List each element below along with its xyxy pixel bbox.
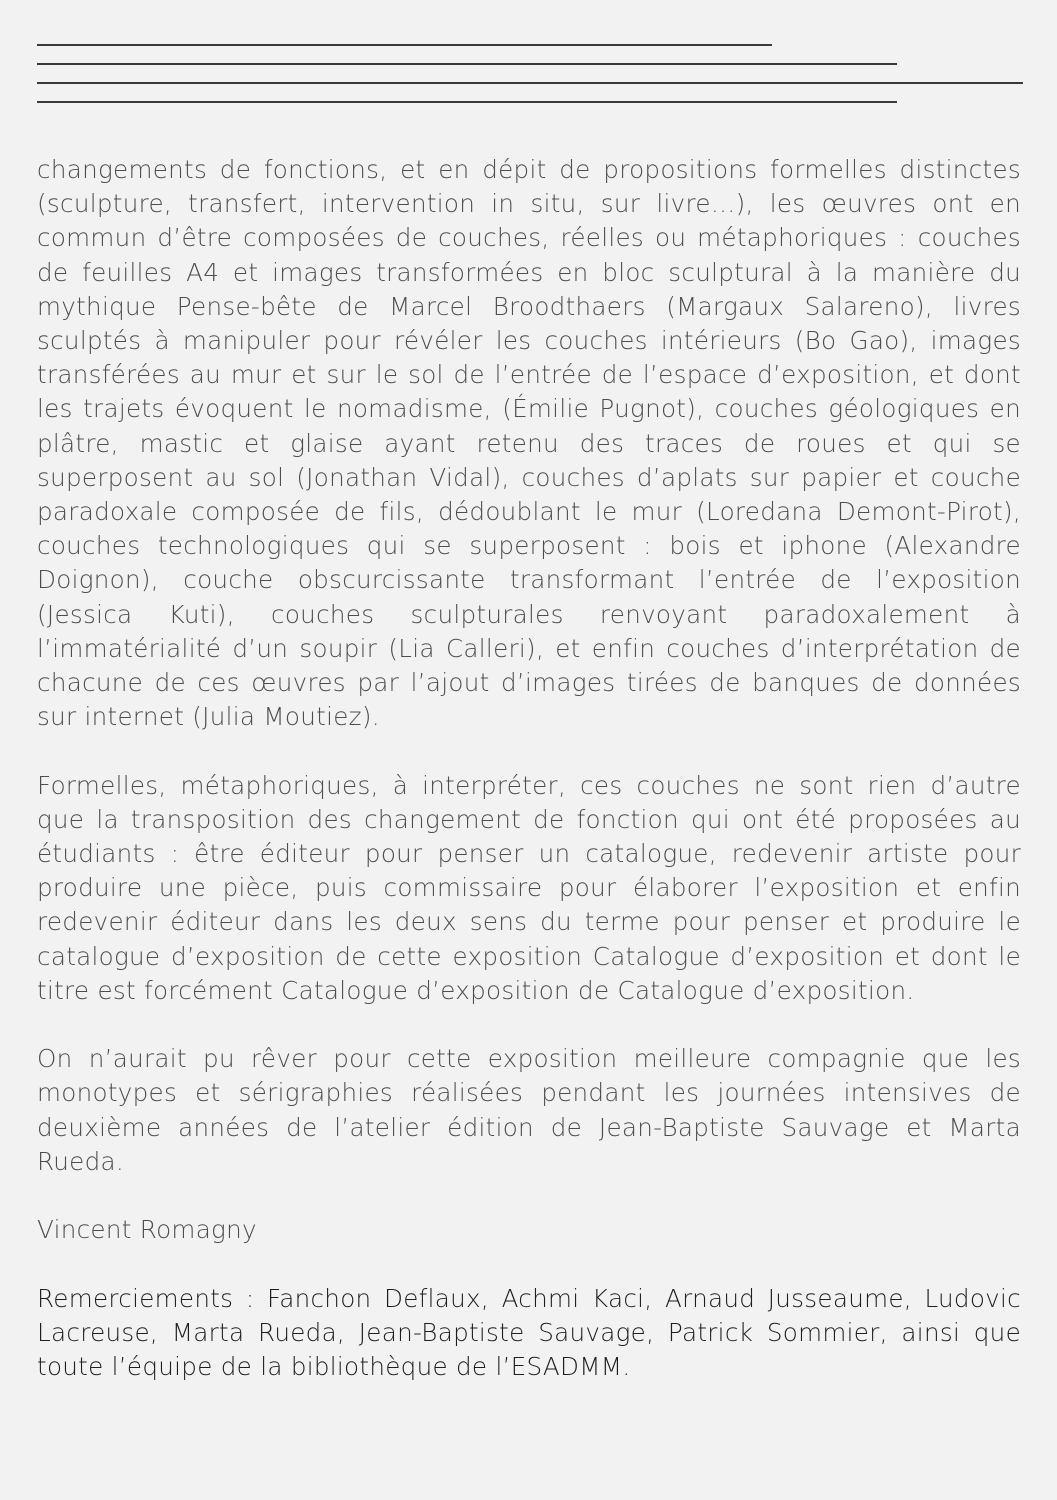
paragraph-works: changements de fonctions, et en dépit de propositions formelles distinctes (sculpture, transfert, intervention in situ, sur livre…), les œuvres ont en commun d’être composées de couches, réelles ou métaphoriques : couches de feuilles A4 et images transformées en bloc sculptural à la manière du mythique Pense-bête de Marcel Broodthaers (Margaux Salareno), livres sculptés à manipuler pour révéler les couches intérieurs (Bo Gao), images transférées au mur et sur le sol de l’entrée de l’espace d’exposition, et dont les trajets évoquent le nomadisme, (Émilie Pugnot), couches géologiques en plâtre, mastic et glaise ayant retenu des traces de roues et qui se superposent au sol (Jonathan Vidal), couches d’aplats sur papier et couche paradoxale composée de fils, dédoublant le mur (Loredana Demont-Pirot), couches technologiques qui se superposent : bois et iphone (Alexandre Doignon), couche obscurcissante transformant l’entrée de l’exposition (Jessica Kuti), couches sculpturales renvoyant paradoxalement à l’immatérialité d’un soupir (Lia Calleri), et enfin couches d’interprétation de chacune de ces œuvres par l’ajout d’images tirées de banques de données sur internet (Julia Moutiez). (37, 155, 1021, 732)
header-rule (37, 44, 772, 46)
paragraph-prints: On n’aurait pu rêver pour cette exposition meilleure compagnie que les monotypes et sérigraphies réalisées pendant les journées intensives de deuxième années de l’atelier édition de Jean-Baptiste Sauvage et Marta Rueda. (37, 1044, 1021, 1176)
header-rule (37, 101, 897, 103)
body-text (37, 153, 1021, 1384)
paragraph-layers: Formelles, métaphoriques, à interpréter, ces couches ne sont rien d’autre que la transposition des changement de fonction qui ont été proposées au étudiants : être éditeur pour penser un catalogue, redevenir artiste pour produire une pièce, puis commissaire pour élaborer l’exposition et enfin redevenir éditeur dans les deux sens du terme pour penser et produire le catalogue d’exposition de cette exposition Catalogue d’exposition et dont le titre est forcément Catalogue d’exposition de Catalogue d’exposition. (37, 770, 1021, 1005)
acknowledgements: Remerciements : Fanchon Deflaux, Achmi Kaci, Arnaud Jusseaume, Ludovic Lacreuse, Marta Rueda, Jean-Baptiste Sauvage, Patrick Sommier, ainsi que toute l’équipe de la bibliothèque de l’ESADMM. (37, 1283, 1021, 1382)
header-rule (37, 63, 897, 65)
author-signature: Vincent Romagny (37, 1215, 257, 1245)
header-rule (37, 82, 1023, 84)
